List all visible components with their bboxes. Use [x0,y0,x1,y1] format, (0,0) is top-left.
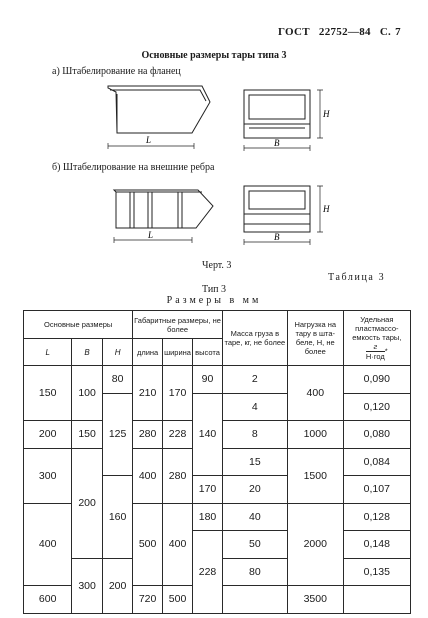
cell-mass: 40 [222,503,287,531]
sub-h: H [102,339,133,366]
cell-capacity [343,586,410,614]
cell-h: 80 [102,366,133,394]
cell-l: 600 [24,586,72,614]
cell-capacity: 0,128 [343,503,410,531]
page-prefix: С. [379,26,392,38]
cell-load: 2000 [287,503,343,586]
cell-capacity: 0,135 [343,558,410,586]
cell-mass: 80 [222,558,287,586]
cell-length: 500 [133,503,162,586]
cell-capacity: 0,084 [343,448,410,476]
col-main-dimensions: Основные размеры [24,311,133,339]
figure-caption: Черт. 3 [202,260,232,271]
cell-mass: 8 [222,421,287,449]
cell-length: 210 [133,366,162,421]
cell-capacity: 0,090 [343,366,410,394]
cell-b: 150 [72,421,102,449]
cell-capacity: 0,120 [343,393,410,421]
cell-mass: 4 [222,393,287,421]
section-b-caption: б) Штабелирование на внешние ребра [52,162,215,173]
sub-l: L [24,339,72,366]
col-mass: Масса груза в таре, кг, не более [222,311,287,366]
cell-b: 100 [72,366,102,421]
cell-width: 228 [162,421,192,449]
cell-height: 180 [193,503,222,531]
figure-b-front-view [236,180,336,256]
dimensions-table [23,310,411,614]
cell-mass: 2 [222,366,287,394]
cell-width: 500 [162,586,192,614]
cell-height: 170 [193,476,222,504]
table-caption: Размеры в мм [166,295,262,306]
cell-load: 3500 [287,586,343,614]
cell-width: 280 [162,448,192,503]
page-number: 7 [395,26,401,38]
sub-height: высота [193,339,222,366]
cell-load: 400 [287,366,343,421]
standard-name: ГОСТ [278,26,310,38]
cell-b: 300 [72,558,102,613]
table-type: Тип 3 [201,284,227,295]
cell-load: 1000 [287,421,343,449]
cell-length: 720 [133,586,162,614]
sub-width: ширина [162,339,192,366]
cell-mass: 20 [222,476,287,504]
cell-height: 90 [193,366,222,394]
cell-b: 200 [72,448,102,558]
cell-mass [222,586,287,614]
cell-l: 150 [24,366,72,421]
figure-a-side-view [100,78,220,158]
cell-capacity: 0,107 [343,476,410,504]
col-load: Нагрузка на тару в шта-беле, Н, не более [287,311,343,366]
cell-h: 160 [102,476,133,559]
label-h-a: H [323,109,330,119]
standard-number: 22752—84 [318,26,371,38]
cell-height: 140 [193,393,222,476]
cell-mass: 15 [222,448,287,476]
cell-height: 228 [193,531,222,614]
label-b-a: B [274,138,280,148]
capacity-unit: $\frac{г}{\text{Н·год}}$ [365,342,385,361]
cell-length: 400 [133,448,162,503]
label-l-b: L [148,230,154,240]
col-overall-dimensions: Габаритные размеры, не более [133,311,222,339]
cell-mass: 50 [222,531,287,559]
sub-b: B [72,339,102,366]
section-a-caption: а) Штабелирование на фланец [52,66,181,77]
cell-l: 200 [24,421,72,449]
sub-length: длина [133,339,162,366]
figure-a-front-view [236,84,336,162]
cell-capacity: 0,080 [343,421,410,449]
cell-length: 280 [133,421,162,449]
col-capacity: Удельная пластмассо- емкость тары, $\frac{г}{\text{Н·год}}$ * [343,311,410,366]
cell-h: 125 [102,393,133,476]
cell-width: 400 [162,503,192,586]
cell-capacity: 0,148 [343,531,410,559]
table-label: Таблица 3 [328,272,386,283]
cell-load: 1500 [287,448,343,503]
label-l-a: L [146,135,152,145]
cell-h: 200 [102,558,133,613]
cell-width: 170 [162,366,192,421]
label-b-b: B [274,232,280,242]
cell-l: 300 [24,448,72,503]
page-title: Основные размеры тары типа 3 [141,50,287,61]
figure-b-side-view [100,178,224,250]
label-h-b: H [323,204,330,214]
page-header [278,26,410,38]
cell-l: 400 [24,503,72,586]
